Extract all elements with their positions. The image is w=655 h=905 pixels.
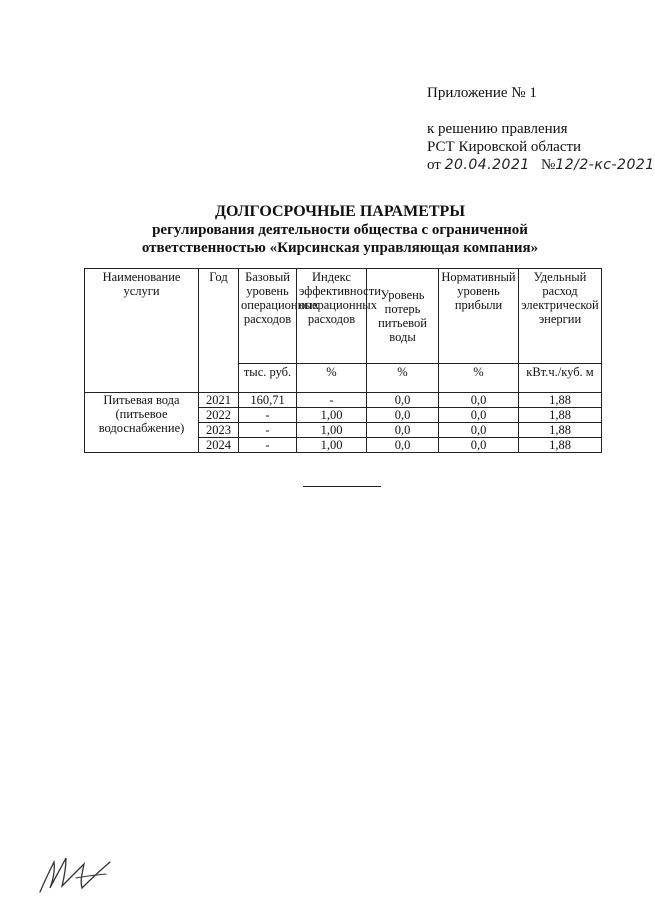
unit-water-loss: % — [367, 364, 439, 393]
unit-energy: кВт.ч./куб. м — [519, 364, 602, 393]
cell-service-name: Питьевая вода (питьевое водоснабжение) — [85, 393, 199, 453]
cell-loss: 0,0 — [367, 438, 439, 453]
cell-base: - — [239, 438, 297, 453]
cell-loss: 0,0 — [367, 408, 439, 423]
cell-index: 1,00 — [297, 438, 367, 453]
handwritten-date: 20.04.2021 — [444, 157, 530, 173]
cell-index: 1,00 — [297, 408, 367, 423]
cell-base: - — [239, 423, 297, 438]
cell-loss: 0,0 — [367, 423, 439, 438]
cell-profit: 0,0 — [439, 408, 519, 423]
header-energy-consumption: Удельный расход электрической энергии — [519, 269, 602, 364]
attachment-line-1: к решению правления — [427, 121, 568, 137]
heading-sub-2: ответственностью «Кирсинская управляющая компания» — [141, 240, 539, 256]
handwritten-number: 12/2-кс-2021 — [555, 157, 655, 173]
number-prefix: № — [541, 157, 556, 173]
attachment-date-line — [427, 156, 655, 174]
table-header-row — [85, 269, 602, 364]
unit-base-opex: тыс. руб. — [239, 364, 297, 393]
heading-main: ДОЛГОСРОЧНЫЕ ПАРАМЕТРЫ — [214, 203, 466, 220]
cell-base: - — [239, 408, 297, 423]
document-heading — [100, 203, 580, 257]
cell-base: 160,71 — [239, 393, 297, 408]
cell-year: 2023 — [199, 423, 239, 438]
cell-energy: 1,88 — [519, 393, 602, 408]
parameters-table — [84, 268, 602, 453]
attachment-reference — [427, 120, 655, 174]
header-efficiency-index: Индекс эффективности операционных расходов — [297, 269, 367, 364]
cell-profit: 0,0 — [439, 393, 519, 408]
cell-profit: 0,0 — [439, 423, 519, 438]
cell-index: 1,00 — [297, 423, 367, 438]
cell-energy: 1,88 — [519, 438, 602, 453]
cell-index: - — [297, 393, 367, 408]
cell-year: 2022 — [199, 408, 239, 423]
header-service: Наименование услуги — [85, 269, 199, 393]
signature-mark — [36, 848, 116, 898]
header-year: Год — [199, 269, 239, 393]
heading-sub-1: регулирования деятельности общества с ограниченной — [152, 222, 528, 238]
cell-profit: 0,0 — [439, 438, 519, 453]
table-row — [85, 393, 602, 408]
unit-efficiency-index: % — [297, 364, 367, 393]
cell-energy: 1,88 — [519, 408, 602, 423]
unit-profit-level: % — [439, 364, 519, 393]
cell-year: 2021 — [199, 393, 239, 408]
date-prefix: от — [427, 157, 445, 173]
cell-loss: 0,0 — [367, 393, 439, 408]
header-water-loss: Уровень потерь питьевой воды — [367, 269, 439, 364]
cell-year: 2024 — [199, 438, 239, 453]
attachment-title: Приложение № 1 — [427, 85, 537, 101]
header-profit-level: Нормативный уровень прибыли — [439, 269, 519, 364]
header-base-opex: Базовый уровень операционных расходов — [239, 269, 297, 364]
attachment-line-2: РСТ Кировской области — [427, 139, 582, 155]
cell-energy: 1,88 — [519, 423, 602, 438]
closing-rule — [303, 486, 381, 487]
